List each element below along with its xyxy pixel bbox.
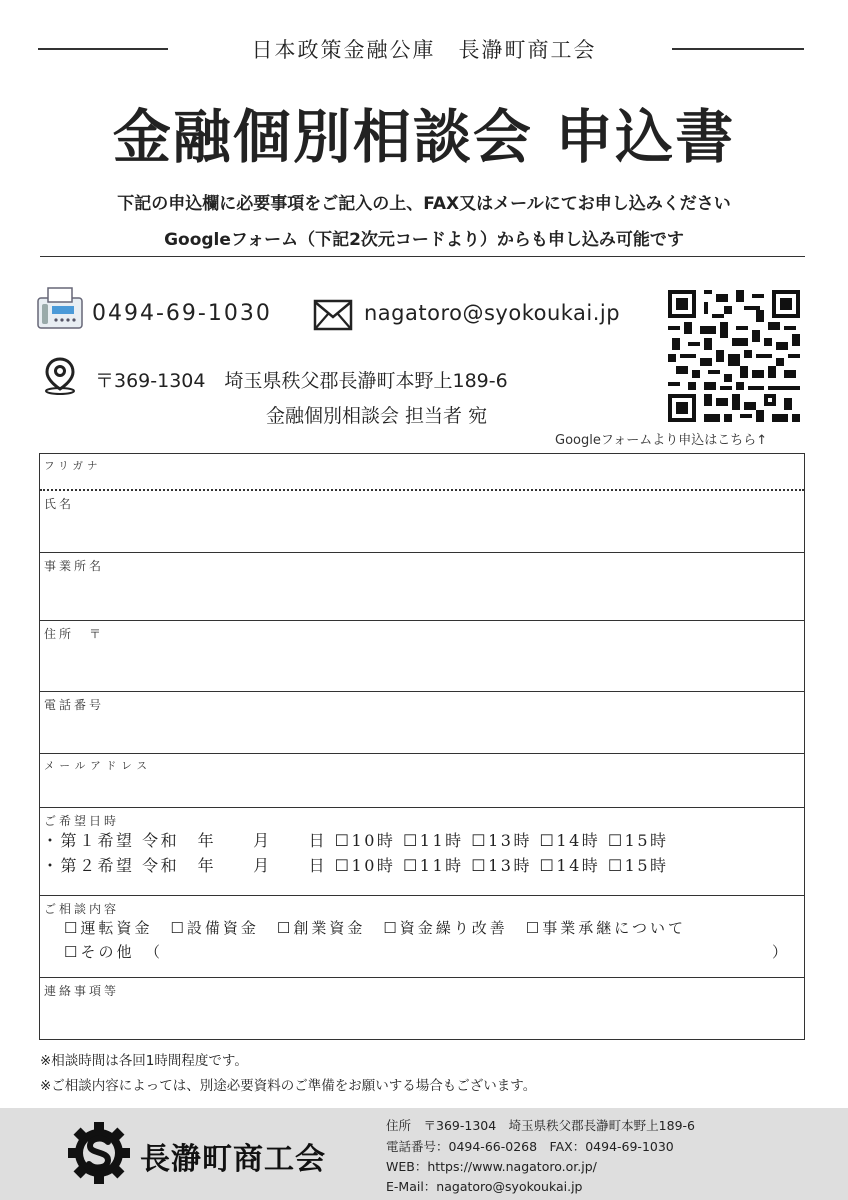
business-name-row[interactable] [40,553,804,621]
preferred-date-label: ご希望日時 [44,814,120,828]
page-title: 金融個別相談会 申込書 [112,103,736,171]
email-address[interactable]: nagatoro@syokoukai.jp [364,301,621,325]
phone-row[interactable] [40,692,804,754]
postal-address: 〒369-1304 埼玉県秩父郡長瀞町本野上189-6 [95,370,508,392]
instruction-text: 下記の申込欄に必要事項をご記入の上、FAX又はメールにてお申し込みください [117,194,731,214]
phone-label: 電話番号 [44,698,105,712]
consultation-label: ご相談内容 [44,902,120,916]
business-name-label: 事業所名 [44,559,105,573]
footer-email[interactable]: E-Mail：nagatoro@syokoukai.jp [386,1179,583,1194]
organizations: 日本政策金融公庫 長瀞町商工会 [251,38,597,62]
notes-row[interactable] [40,978,804,1039]
envelope-icon [313,299,353,331]
notes-label: 連絡事項等 [44,984,120,998]
second-choice-line[interactable]: ・第２希望 令和 年 月 日 ☐10時 ☐11時 ☐13時 ☐14時 ☐15時 [42,856,669,875]
application-form [39,453,805,1040]
map-pin-icon [42,356,78,396]
qr-code[interactable] [668,290,800,422]
footer-address: 住所 〒369-1304 埼玉県秩父郡長瀞町本野上189-6 [386,1118,696,1133]
divider [40,256,805,257]
recipient: 金融個別相談会 担当者 宛 [266,405,488,427]
footer-phone-fax: 電話番号：0494-66-0268 FAX：0494-69-1030 [386,1139,674,1154]
other-option[interactable]: ☐その他 （ [64,943,163,961]
gear-s-logo [66,1120,132,1186]
footer-web[interactable]: WEB：https://www.nagatoro.or.jp/ [386,1159,597,1174]
furigana-label: フリガナ [44,460,102,472]
name-label: 氏名 [44,497,75,511]
qr-caption: Googleフォームより申込はこちら↑ [555,433,768,448]
address-label: 住所 〒 [44,627,105,641]
email-row[interactable] [40,754,804,808]
name-row[interactable] [40,491,804,553]
preferred-date-row [40,808,804,896]
consultation-options[interactable]: ☐運転資金 ☐設備資金 ☐創業資金 ☐資金繰り改善 ☐事業承継について [64,919,686,937]
furigana-row[interactable] [40,454,804,491]
address-row[interactable] [40,621,804,692]
note-duration: ※相談時間は各回1時間程度です。 [40,1053,248,1069]
google-form-text: Googleフォーム（下記2次元コードより）からも申し込み可能です [164,230,684,250]
fax-machine-icon [34,284,86,332]
consultation-row [40,896,804,978]
note-documents: ※ご相談内容によっては、別途必要資料のご準備をお願いする場合もございます。 [40,1078,537,1094]
email-label: メールアドレス [44,760,152,772]
fax-number: 0494-69-1030 [92,301,272,326]
footer-logo-text: 長瀞町商工会 [140,1142,326,1177]
first-choice-line[interactable]: ・第１希望 令和 年 月 日 ☐10時 ☐11時 ☐13時 ☐14時 ☐15時 [42,831,669,850]
other-close-paren: ） [772,943,788,961]
